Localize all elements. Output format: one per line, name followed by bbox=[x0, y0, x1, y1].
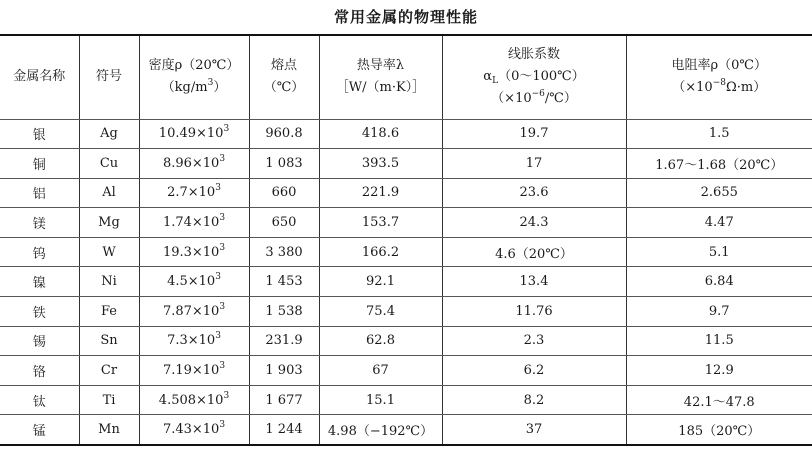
cell-thermal-conductivity: 166.2 bbox=[319, 237, 442, 267]
cell-resistivity: 6.84 bbox=[626, 267, 812, 297]
cell-metal-name: 锰 bbox=[0, 415, 79, 445]
cell-melting-point: 660 bbox=[249, 178, 319, 208]
table-row bbox=[0, 237, 812, 267]
cell-melting-point: 1 903 bbox=[249, 356, 319, 386]
header-resistivity bbox=[626, 35, 812, 119]
cell-resistivity: 1.5 bbox=[626, 119, 812, 149]
cell-resistivity: 5.1 bbox=[626, 237, 812, 267]
density-exponent: 3 bbox=[223, 124, 230, 135]
density-value: 7.3 bbox=[167, 333, 188, 349]
cell-density bbox=[139, 326, 249, 356]
header-row bbox=[0, 35, 812, 119]
header-density-unit-close: ） bbox=[213, 80, 227, 96]
density-times: ×10 bbox=[191, 363, 220, 379]
cell-resistivity: 185（20℃） bbox=[626, 415, 812, 445]
cell-symbol: Cr bbox=[79, 356, 139, 386]
cell-linear-expansion: 8.2 bbox=[442, 385, 626, 415]
cell-metal-name: 镍 bbox=[0, 267, 79, 297]
cell-melting-point: 3 380 bbox=[249, 237, 319, 267]
cell-resistivity: 9.7 bbox=[626, 297, 812, 327]
cell-thermal-conductivity: 4.98（−192℃） bbox=[319, 415, 442, 445]
cell-density bbox=[139, 297, 249, 327]
cell-symbol: Ag bbox=[79, 119, 139, 149]
table-row bbox=[0, 267, 812, 297]
header-melting-line1: 熔点 bbox=[270, 58, 297, 74]
header-resistivity-unit-close: Ω·m） bbox=[725, 80, 767, 96]
cell-metal-name: 铬 bbox=[0, 356, 79, 386]
cell-resistivity: 12.9 bbox=[626, 356, 812, 386]
cell-symbol: Sn bbox=[79, 326, 139, 356]
density-exponent: 3 bbox=[223, 390, 230, 401]
table-title: 常用金属的物理性能 bbox=[333, 8, 478, 26]
header-resistivity-line2 bbox=[629, 77, 811, 99]
density-times: ×10 bbox=[191, 244, 220, 260]
cell-density bbox=[139, 208, 249, 238]
cell-melting-point: 1 083 bbox=[249, 149, 319, 179]
density-exponent: 3 bbox=[219, 301, 226, 312]
density-times: ×10 bbox=[196, 126, 224, 142]
density-value: 8.96 bbox=[162, 155, 192, 171]
cell-metal-name: 镁 bbox=[0, 208, 79, 238]
table-row bbox=[0, 385, 812, 415]
density-exponent: 3 bbox=[219, 153, 226, 164]
density-times: ×10 bbox=[191, 421, 220, 437]
cell-thermal-conductivity: 15.1 bbox=[319, 385, 442, 415]
header-thermal-conductivity bbox=[319, 35, 442, 119]
cell-melting-point: 960.8 bbox=[249, 119, 319, 149]
cell-thermal-conductivity: 393.5 bbox=[319, 149, 442, 179]
header-expansion-alpha: α bbox=[483, 69, 493, 85]
cell-symbol: W bbox=[79, 237, 139, 267]
header-density-exponent: 3 bbox=[207, 78, 214, 89]
cell-metal-name: 钨 bbox=[0, 237, 79, 267]
cell-density bbox=[139, 356, 249, 386]
header-expansion-line1: 线胀系数 bbox=[507, 47, 560, 63]
cell-melting-point: 1 453 bbox=[249, 267, 319, 297]
cell-melting-point: 1 677 bbox=[249, 385, 319, 415]
cell-symbol: Cu bbox=[79, 149, 139, 179]
cell-resistivity: 42.1～47.8 bbox=[626, 385, 812, 415]
cell-thermal-conductivity: 75.4 bbox=[319, 297, 442, 327]
table-row bbox=[0, 356, 812, 386]
table-row bbox=[0, 119, 812, 149]
cell-thermal-conductivity: 62.8 bbox=[319, 326, 442, 356]
cell-metal-name: 铜 bbox=[0, 149, 79, 179]
cell-thermal-conductivity: 67 bbox=[319, 356, 442, 386]
cell-linear-expansion: 19.7 bbox=[442, 119, 626, 149]
header-melting-line2: （℃） bbox=[263, 80, 305, 96]
density-times: ×10 bbox=[187, 185, 216, 201]
header-symbol: 符号 bbox=[79, 35, 139, 119]
cell-symbol: Mn bbox=[79, 415, 139, 445]
cell-melting-point: 650 bbox=[249, 208, 319, 238]
cell-density bbox=[139, 237, 249, 267]
density-value: 4.5 bbox=[167, 274, 188, 290]
density-value: 10.49 bbox=[158, 126, 197, 142]
density-exponent: 3 bbox=[219, 419, 226, 430]
table-row bbox=[0, 326, 812, 356]
cell-thermal-conductivity: 221.9 bbox=[319, 178, 442, 208]
cell-symbol: Ti bbox=[79, 385, 139, 415]
cell-linear-expansion: 6.2 bbox=[442, 356, 626, 386]
cell-melting-point: 231.9 bbox=[249, 326, 319, 356]
header-density-unit: （kg/m bbox=[161, 80, 208, 96]
cell-linear-expansion: 4.6（20℃） bbox=[442, 237, 626, 267]
header-expansion-exponent: −6 bbox=[531, 89, 545, 100]
table-row bbox=[0, 297, 812, 327]
density-times: ×10 bbox=[191, 215, 220, 231]
header-expansion-subscript: L bbox=[492, 76, 499, 87]
cell-density bbox=[139, 385, 249, 415]
cell-metal-name: 铝 bbox=[0, 178, 79, 208]
cell-density bbox=[139, 415, 249, 445]
header-expansion-unit-close: /℃） bbox=[544, 91, 577, 107]
density-value: 4.508 bbox=[158, 392, 197, 408]
cell-thermal-conductivity: 418.6 bbox=[319, 119, 442, 149]
cell-metal-name: 锡 bbox=[0, 326, 79, 356]
density-value: 2.7 bbox=[167, 185, 188, 201]
cell-thermal-conductivity: 92.1 bbox=[319, 267, 442, 297]
table-row bbox=[0, 178, 812, 208]
density-exponent: 3 bbox=[215, 272, 221, 283]
cell-density bbox=[139, 119, 249, 149]
density-times: ×10 bbox=[196, 392, 224, 408]
header-expansion-unit: （×10 bbox=[491, 91, 532, 107]
cell-melting-point: 1 538 bbox=[249, 297, 319, 327]
density-value: 19.3 bbox=[162, 244, 192, 260]
density-exponent: 3 bbox=[219, 213, 226, 224]
density-exponent: 3 bbox=[215, 331, 221, 342]
density-times: ×10 bbox=[191, 155, 220, 171]
cell-symbol: Ni bbox=[79, 267, 139, 297]
cell-symbol: Fe bbox=[79, 297, 139, 327]
cell-density bbox=[139, 178, 249, 208]
cell-melting-point: 1 244 bbox=[249, 415, 319, 445]
table-row bbox=[0, 149, 812, 179]
density-times: ×10 bbox=[191, 303, 220, 319]
header-resistivity-exponent: −8 bbox=[712, 78, 726, 89]
density-times: ×10 bbox=[187, 333, 216, 349]
header-melting-point bbox=[249, 35, 319, 119]
cell-linear-expansion: 13.4 bbox=[442, 267, 626, 297]
cell-linear-expansion: 37 bbox=[442, 415, 626, 445]
cell-symbol: Mg bbox=[79, 208, 139, 238]
density-exponent: 3 bbox=[219, 242, 226, 253]
header-thermal-line2: ［W/（m·K）］ bbox=[335, 80, 426, 96]
cell-linear-expansion: 11.76 bbox=[442, 297, 626, 327]
density-value: 1.74 bbox=[162, 215, 192, 231]
cell-linear-expansion: 17 bbox=[442, 149, 626, 179]
header-resistivity-line1: 电阻率ρ（0℃） bbox=[671, 58, 767, 74]
cell-resistivity: 4.47 bbox=[626, 208, 812, 238]
density-value: 7.87 bbox=[162, 303, 192, 319]
cell-resistivity: 11.5 bbox=[626, 326, 812, 356]
density-value: 7.19 bbox=[162, 363, 192, 379]
metal-properties-table bbox=[0, 34, 812, 446]
density-exponent: 3 bbox=[219, 361, 226, 372]
header-expansion-line2 bbox=[445, 66, 624, 88]
cell-linear-expansion: 24.3 bbox=[442, 208, 626, 238]
table-row bbox=[0, 415, 812, 445]
cell-resistivity: 2.655 bbox=[626, 178, 812, 208]
cell-density bbox=[139, 149, 249, 179]
density-exponent: 3 bbox=[215, 183, 221, 194]
table-row bbox=[0, 208, 812, 238]
cell-resistivity: 1.67～1.68（20℃） bbox=[626, 149, 812, 179]
cell-linear-expansion: 23.6 bbox=[442, 178, 626, 208]
header-metal-name: 金属名称 bbox=[0, 35, 79, 119]
header-linear-expansion bbox=[442, 35, 626, 119]
density-value: 7.43 bbox=[162, 421, 192, 437]
header-resistivity-unit: （×10 bbox=[672, 80, 713, 96]
cell-linear-expansion: 2.3 bbox=[442, 326, 626, 356]
header-expansion-line3 bbox=[445, 88, 624, 110]
header-thermal-line1: 热导率λ bbox=[356, 58, 405, 74]
cell-symbol: Al bbox=[79, 178, 139, 208]
density-times: ×10 bbox=[187, 274, 216, 290]
cell-metal-name: 钛 bbox=[0, 385, 79, 415]
header-density-line1: 密度ρ（20℃） bbox=[148, 58, 240, 74]
header-density-line2 bbox=[142, 77, 247, 99]
header-expansion-range: （0～100℃） bbox=[498, 69, 585, 85]
cell-thermal-conductivity: 153.7 bbox=[319, 208, 442, 238]
header-density bbox=[139, 35, 249, 119]
cell-metal-name: 银 bbox=[0, 119, 79, 149]
cell-metal-name: 铁 bbox=[0, 297, 79, 327]
cell-density bbox=[139, 267, 249, 297]
